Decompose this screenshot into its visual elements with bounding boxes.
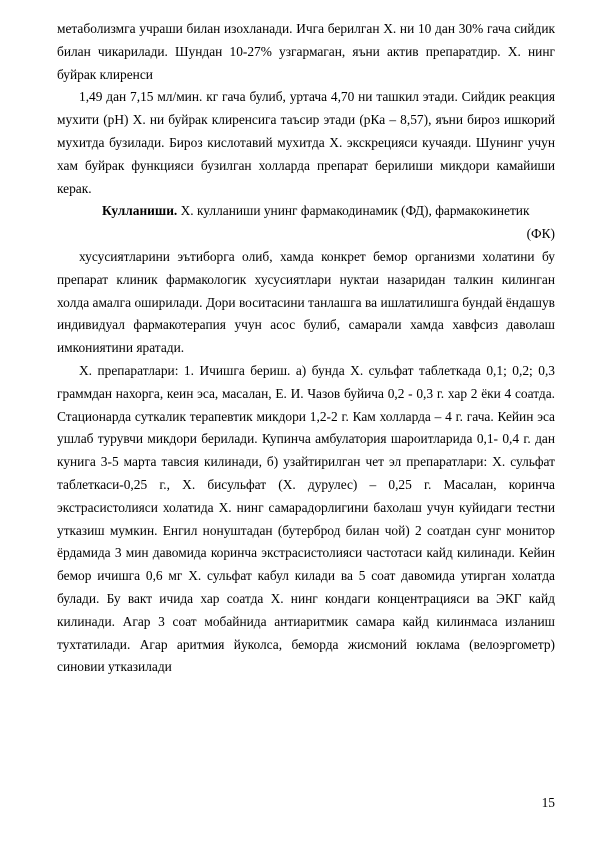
page-number: 15 [541, 795, 555, 810]
paragraph-renal-clearance: 1,49 дан 7,15 мл/мин. кг гача булиб, уртача 4,70 ни ташкил этади. Сийдик реакция мухити (рН) Х. ни буйрак клиренсига таъсир этади (рКа – 8,57), яъни бироз ишкорий мухитда бузилади. Бироз кислотавий мухитда Х. экскрецияси кучаяди. Шунинг учун хам буйрак функцияси бузилган холларда препарат берилиши микдори камайиши керак. [57, 89, 555, 196]
paragraph-usage-heading [57, 200, 555, 246]
usage-heading-tail: (ФК) [526, 226, 555, 242]
usage-heading: Кулланиши. [102, 203, 178, 219]
document-body [57, 18, 555, 679]
paragraph-preparations: Х. препаратлари: 1. Ичишга бериш. а) бунда Х. сульфат таблеткада 0,1; 0,2; 0,3 граммдан нахорга, кеин эса, масалан, Е. И. Чазов буйича 0,2 - 0,3 г. хар 2 ёки 4 соатда. Стационарда суткалик терапевтик микдори 1,2-2 г. Кам холларда – 4 г. гача. Кейин эса ушлаб турувчи микдори берилади. Купинча амбулатория шароитларида 0,1- 0,4 г. дан кунига 3-5 марта тавсия килинади, б) узайтирилган чет эл препаратлари: Х. сульфат таблеткаси-0,25 г., Х. бисульфат (Х. дурулес) – 0,25 г. Масалан, коринча экстрасистолияси холатида Х. нинг самарадорлигини бахолаш учун куйидаги тестни утказиш мумкин. Енгил нонуштадан (бутерброд билан чой) 2 соатдан сунг монитор ёрдамида 3 мин давомида коринча экстрасистолияси частотаси кайд килинади. Кейин бемор ичишга 0,6 мг Х. сульфат кабул килади ва 5 соат давомида утирган холатда булади. Бу вакт ичида хар соатда Х. нинг кондаги концентрацияси ва ЭКГ кайд килинади. Агар 3 соат мобайнида антиаритмик самара кайд килинмаса изланиш тухтатилади. Агар аритмия йуколса, беморда жисмоний юклама (велоэргометр) синовии утказилади [57, 362, 555, 675]
paragraph-individual-therapy: хусусиятларини эътиборга олиб, хамда конкрет бемор организми холатини бу препарат клиник фармакологик хусусиятлари нуктаи назаридан талкин килинган холда амалга оширилади. Дори воситасини танлашга ва ишлатилишга бундай ёндашув индивидуал фармакотерапия учун асос булиб, самарали хамда хавфсиз даволаш имкониятини яратади. [57, 248, 555, 356]
usage-heading-text: Х. кулланиши унинг фармакодинамик (ФД), фармакокинетик [177, 203, 530, 219]
paragraph-metabolism: метаболизмга учраши билан изохланади. Ичга берилган Х. ни 10 дан 30% гача сийдик билан чикарилади. Шундан 10-27% узгармаган, яъни актив препаратдир. Х. нинг буйрак клиренси [57, 21, 555, 82]
